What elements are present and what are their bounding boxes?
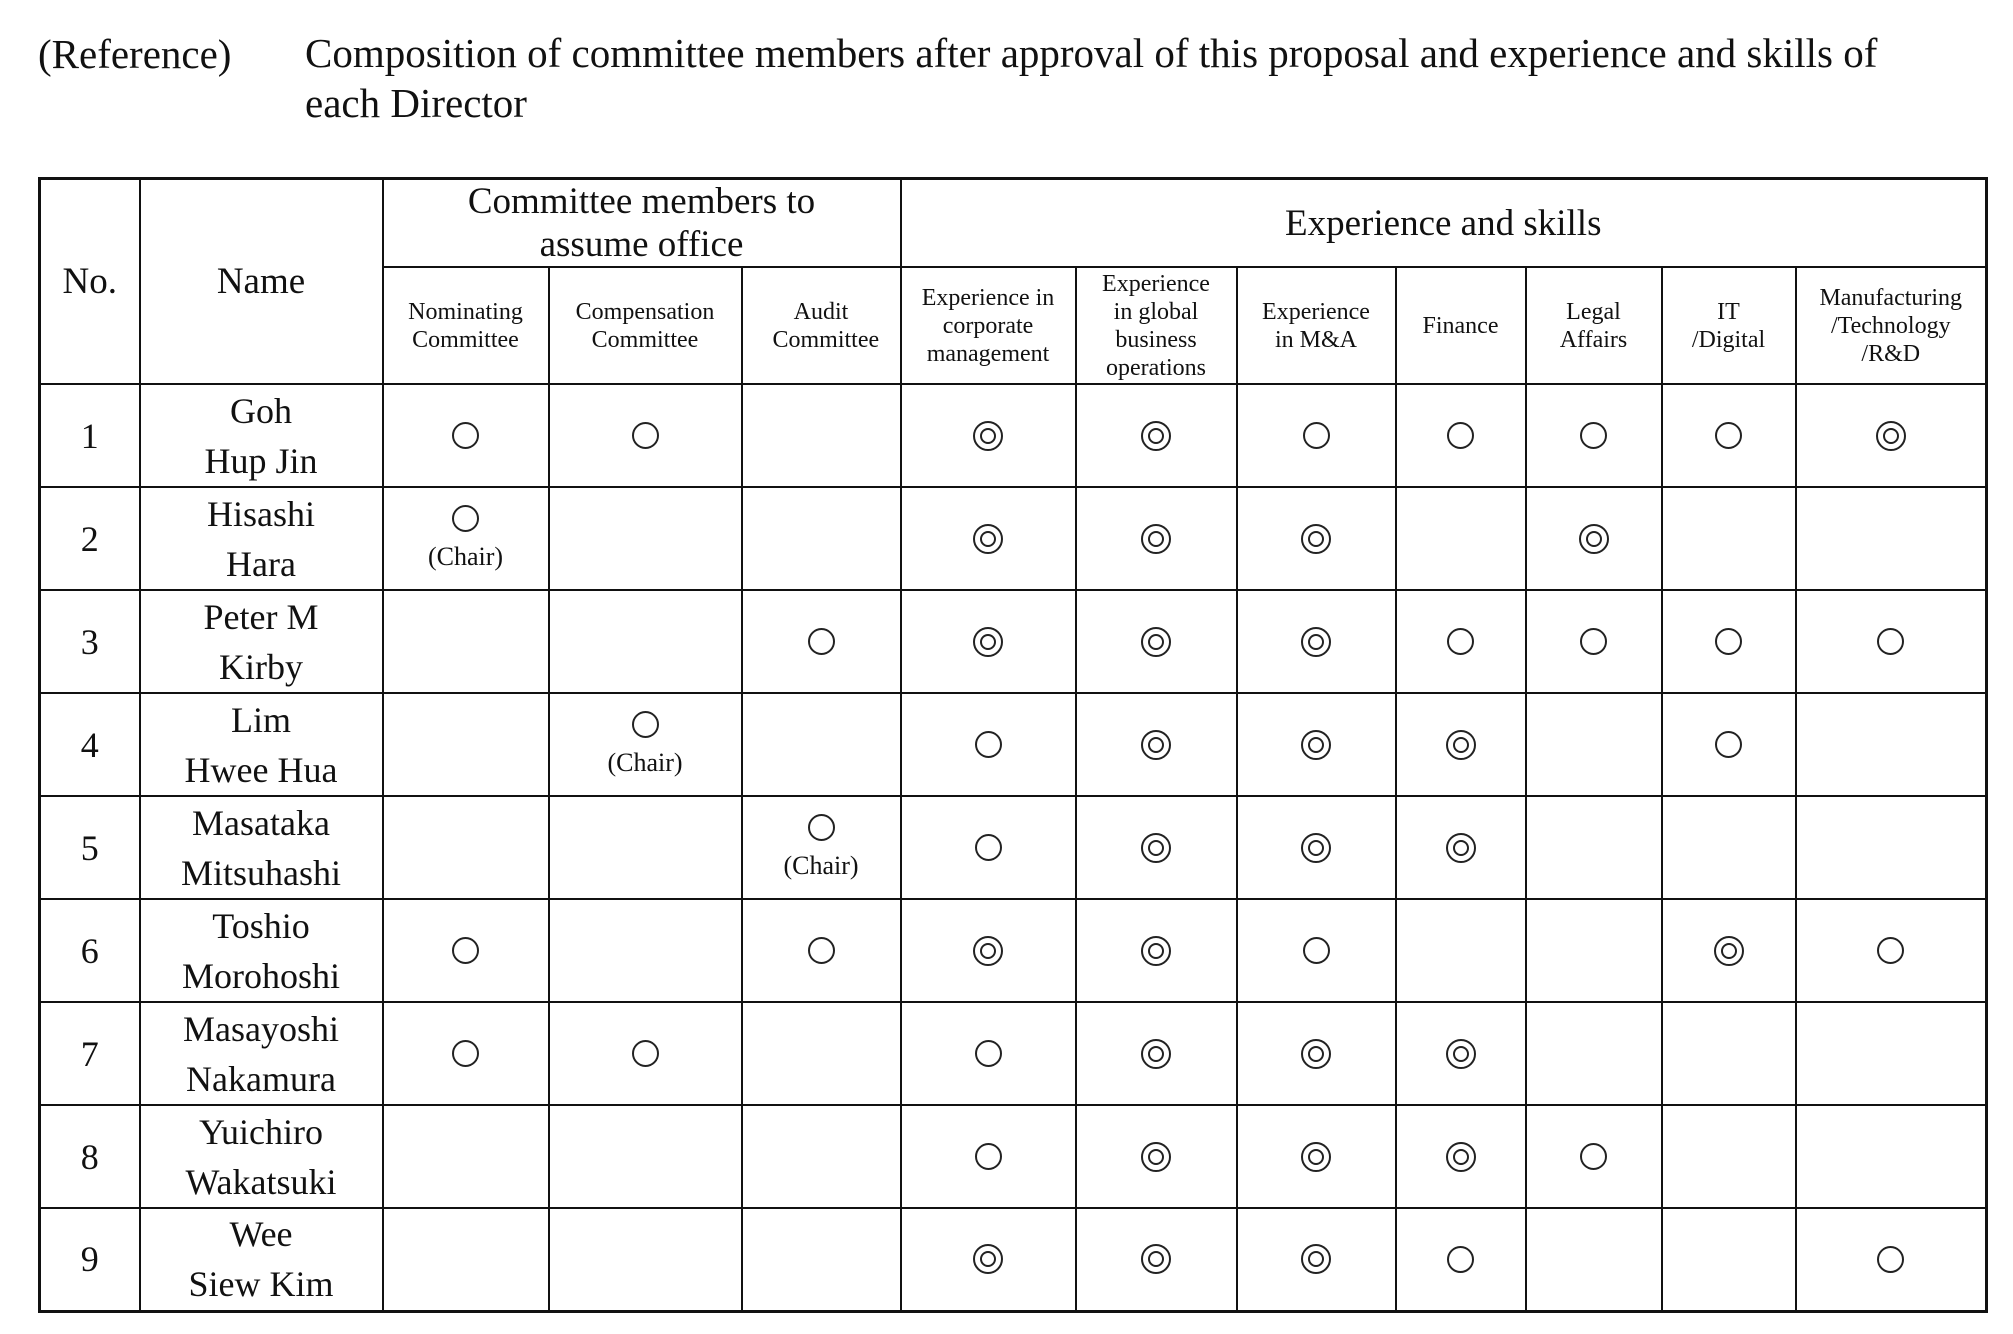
skill-cell <box>1237 1002 1396 1105</box>
double-circle-icon <box>1141 936 1171 966</box>
skill-cell <box>1396 693 1526 796</box>
skill-cell <box>901 796 1076 899</box>
skill-cell <box>1526 1002 1662 1105</box>
director-name-line1: Yuichiro <box>199 1111 323 1152</box>
header-experience-group: Experience and skills <box>901 179 1987 268</box>
committee-cell <box>383 487 549 590</box>
skill-cell <box>1662 590 1796 693</box>
skill-cell <box>1526 590 1662 693</box>
committee-cell <box>549 796 742 899</box>
committee-cell <box>549 1002 742 1105</box>
director-name-line1: Masayoshi <box>183 1008 339 1049</box>
double-circle-icon <box>1446 730 1476 760</box>
row-number: 6 <box>40 899 140 1002</box>
double-circle-icon <box>1141 421 1171 451</box>
circle-icon <box>632 422 659 449</box>
skill-cell <box>1076 1105 1237 1208</box>
skill-cell <box>1796 590 1987 693</box>
director-name-line2: Kirby <box>219 646 303 687</box>
double-circle-icon <box>1301 524 1331 554</box>
header-finance: Finance <box>1396 267 1526 384</box>
committee-cell <box>742 1105 901 1208</box>
double-circle-icon <box>1446 833 1476 863</box>
skill-cell <box>1796 693 1987 796</box>
double-circle-icon <box>1141 1244 1171 1274</box>
circle-icon <box>975 834 1002 861</box>
skill-cell <box>1526 1105 1662 1208</box>
circle-icon <box>1447 422 1474 449</box>
header-it-digital: IT /Digital <box>1662 267 1796 384</box>
double-circle-icon <box>973 421 1003 451</box>
circle-icon <box>808 814 835 841</box>
director-name <box>140 590 383 693</box>
committee-cell <box>383 796 549 899</box>
double-circle-icon <box>1301 1039 1331 1069</box>
header-nominating: Nominating Committee <box>383 267 549 384</box>
skill-cell <box>1396 796 1526 899</box>
skill-cell <box>1076 1208 1237 1311</box>
skill-cell <box>1076 899 1237 1002</box>
skill-cell <box>1076 487 1237 590</box>
skill-cell <box>1796 1105 1987 1208</box>
skill-cell <box>1396 1208 1526 1311</box>
circle-icon <box>1877 1246 1904 1273</box>
skill-cell <box>1662 1105 1796 1208</box>
skill-cell <box>1396 487 1526 590</box>
chair-label: (Chair) <box>607 748 683 777</box>
skill-cell <box>1796 487 1987 590</box>
skill-cell <box>1237 899 1396 1002</box>
skill-cell <box>1796 1002 1987 1105</box>
double-circle-icon <box>1301 730 1331 760</box>
director-name-line2: Hara <box>226 543 296 584</box>
skill-cell <box>901 899 1076 1002</box>
director-name <box>140 487 383 590</box>
skill-cell <box>1526 1208 1662 1311</box>
director-name <box>140 1002 383 1105</box>
skill-cell <box>1526 487 1662 590</box>
skill-cell <box>1662 899 1796 1002</box>
committee-cell <box>383 693 549 796</box>
director-name-line2: Wakatsuki <box>185 1161 337 1202</box>
committee-cell <box>383 1208 549 1311</box>
double-circle-icon <box>1301 1142 1331 1172</box>
double-circle-icon <box>1446 1142 1476 1172</box>
double-circle-icon <box>973 1244 1003 1274</box>
circle-icon <box>1447 628 1474 655</box>
skill-cell <box>901 384 1076 487</box>
director-name-line1: Goh <box>230 390 292 431</box>
chair-label: (Chair) <box>783 851 859 880</box>
director-name-line1: Lim <box>231 699 291 740</box>
committee-cell <box>549 1105 742 1208</box>
reference-label: (Reference) <box>38 31 232 77</box>
double-circle-icon <box>1876 421 1906 451</box>
committee-cell <box>383 384 549 487</box>
header-no: No. <box>40 179 140 385</box>
skill-cell <box>901 487 1076 590</box>
header-committee-group: Committee members to assume office <box>383 179 901 268</box>
skill-cell <box>1662 796 1796 899</box>
table-row <box>40 1002 1987 1105</box>
skill-cell <box>1396 1105 1526 1208</box>
director-name-line1: Masataka <box>192 802 330 843</box>
header-compensation: Compensation Committee <box>549 267 742 384</box>
skill-cell <box>1662 1002 1796 1105</box>
circle-icon <box>1447 1246 1474 1273</box>
double-circle-icon <box>1141 730 1171 760</box>
circle-icon <box>808 628 835 655</box>
director-name-line2: Siew Kim <box>188 1264 334 1305</box>
header-name: Name <box>140 179 383 385</box>
table-row <box>40 899 1987 1002</box>
director-skills-table <box>38 177 1988 1313</box>
committee-cell <box>742 590 901 693</box>
skill-cell <box>901 1002 1076 1105</box>
committee-cell <box>549 384 742 487</box>
director-name-line2: Nakamura <box>186 1058 336 1099</box>
skill-cell <box>1237 1105 1396 1208</box>
committee-cell <box>549 1208 742 1311</box>
committee-cell <box>383 590 549 693</box>
row-number: 8 <box>40 1105 140 1208</box>
circle-icon <box>975 1143 1002 1170</box>
skill-cell <box>1076 693 1237 796</box>
circle-icon <box>452 422 479 449</box>
skill-cell <box>1526 384 1662 487</box>
table-row <box>40 1208 1987 1311</box>
row-number: 3 <box>40 590 140 693</box>
skill-cell <box>1076 384 1237 487</box>
row-number: 4 <box>40 693 140 796</box>
skill-cell <box>1662 1208 1796 1311</box>
committee-cell <box>383 1002 549 1105</box>
director-name <box>140 796 383 899</box>
committee-cell <box>742 693 901 796</box>
circle-icon <box>975 731 1002 758</box>
director-name <box>140 693 383 796</box>
skill-cell <box>1396 590 1526 693</box>
director-name-line1: Toshio <box>212 905 310 946</box>
circle-icon <box>632 711 659 738</box>
committee-cell <box>742 384 901 487</box>
row-number: 9 <box>40 1208 140 1311</box>
skill-cell <box>1796 899 1987 1002</box>
header-global-business: Experience in global business operations <box>1076 267 1237 384</box>
circle-icon <box>452 505 479 532</box>
skill-cell <box>1237 487 1396 590</box>
table-row <box>40 384 1987 487</box>
committee-cell <box>742 487 901 590</box>
skill-cell <box>901 1208 1076 1311</box>
circle-icon <box>1715 422 1742 449</box>
double-circle-icon <box>1301 627 1331 657</box>
double-circle-icon <box>1714 936 1744 966</box>
skill-cell <box>1796 384 1987 487</box>
skill-cell <box>1237 1208 1396 1311</box>
circle-icon <box>975 1040 1002 1067</box>
circle-icon <box>1303 937 1330 964</box>
director-name-line2: Morohoshi <box>181 955 340 996</box>
skill-cell <box>1396 1002 1526 1105</box>
header-audit: Audit Committee <box>742 267 901 384</box>
header-manufacturing: Manufacturing /Technology /R&D <box>1796 267 1987 384</box>
skill-cell <box>1662 693 1796 796</box>
committee-cell <box>549 693 742 796</box>
director-name-line2: Mitsuhashi <box>180 852 341 893</box>
committee-cell <box>383 1105 549 1208</box>
committee-cell <box>742 899 901 1002</box>
skill-cell <box>1237 693 1396 796</box>
double-circle-icon <box>1579 524 1609 554</box>
table-row <box>40 1105 1987 1208</box>
skill-cell <box>1076 796 1237 899</box>
double-circle-icon <box>973 936 1003 966</box>
committee-cell <box>549 590 742 693</box>
skill-cell <box>901 590 1076 693</box>
skill-cell <box>901 693 1076 796</box>
table-row <box>40 796 1987 899</box>
committee-cell <box>549 899 742 1002</box>
skill-cell <box>1396 899 1526 1002</box>
director-name <box>140 384 383 487</box>
table-row <box>40 487 1987 590</box>
skill-cell <box>1662 384 1796 487</box>
committee-cell <box>742 796 901 899</box>
row-number: 2 <box>40 487 140 590</box>
committee-cell <box>742 1002 901 1105</box>
director-name-line1: Wee <box>229 1214 293 1255</box>
circle-icon <box>1877 628 1904 655</box>
skill-cell <box>1237 384 1396 487</box>
director-name-line1: Hisashi <box>207 493 315 534</box>
committee-cell <box>742 1208 901 1311</box>
page-title: Composition of committee members after approval of this proposal and experience and skills of each Director <box>305 30 1878 126</box>
circle-icon <box>1715 731 1742 758</box>
skill-cell <box>1796 796 1987 899</box>
double-circle-icon <box>1301 833 1331 863</box>
circle-icon <box>452 1040 479 1067</box>
row-number: 1 <box>40 384 140 487</box>
double-circle-icon <box>1446 1039 1476 1069</box>
double-circle-icon <box>1141 1039 1171 1069</box>
director-name-line2: Hwee Hua <box>184 749 338 790</box>
header-legal: Legal Affairs <box>1526 267 1662 384</box>
double-circle-icon <box>973 627 1003 657</box>
circle-icon <box>1580 628 1607 655</box>
row-number: 7 <box>40 1002 140 1105</box>
double-circle-icon <box>1141 524 1171 554</box>
director-name-line1: Peter M <box>203 596 319 637</box>
header-corporate-management: Experience in corporate management <box>901 267 1076 384</box>
skill-cell <box>1526 796 1662 899</box>
circle-icon <box>1580 422 1607 449</box>
circle-icon <box>1715 628 1742 655</box>
committee-cell <box>383 899 549 1002</box>
row-number: 5 <box>40 796 140 899</box>
skill-cell <box>1237 796 1396 899</box>
director-name <box>140 1208 383 1311</box>
skill-cell <box>1662 487 1796 590</box>
table-body <box>40 384 1987 1311</box>
skill-cell <box>1076 1002 1237 1105</box>
double-circle-icon <box>973 524 1003 554</box>
committee-cell <box>549 487 742 590</box>
circle-icon <box>452 937 479 964</box>
circle-icon <box>632 1040 659 1067</box>
circle-icon <box>1303 422 1330 449</box>
skill-cell <box>1796 1208 1987 1311</box>
double-circle-icon <box>1301 1244 1331 1274</box>
circle-icon <box>1877 937 1904 964</box>
circle-icon <box>808 937 835 964</box>
table-row <box>40 590 1987 693</box>
header-ma: Experience in M&A <box>1237 267 1396 384</box>
director-name <box>140 1105 383 1208</box>
circle-icon <box>1580 1143 1607 1170</box>
double-circle-icon <box>1141 833 1171 863</box>
director-name <box>140 899 383 1002</box>
skill-cell <box>1396 384 1526 487</box>
double-circle-icon <box>1141 1142 1171 1172</box>
director-name-line2: Hup Jin <box>204 440 318 481</box>
chair-label: (Chair) <box>427 542 504 571</box>
skill-cell <box>901 1105 1076 1208</box>
table-row <box>40 693 1987 796</box>
double-circle-icon <box>1141 627 1171 657</box>
skill-cell <box>1526 693 1662 796</box>
skill-cell <box>1076 590 1237 693</box>
skill-cell <box>1237 590 1396 693</box>
skill-cell <box>1526 899 1662 1002</box>
